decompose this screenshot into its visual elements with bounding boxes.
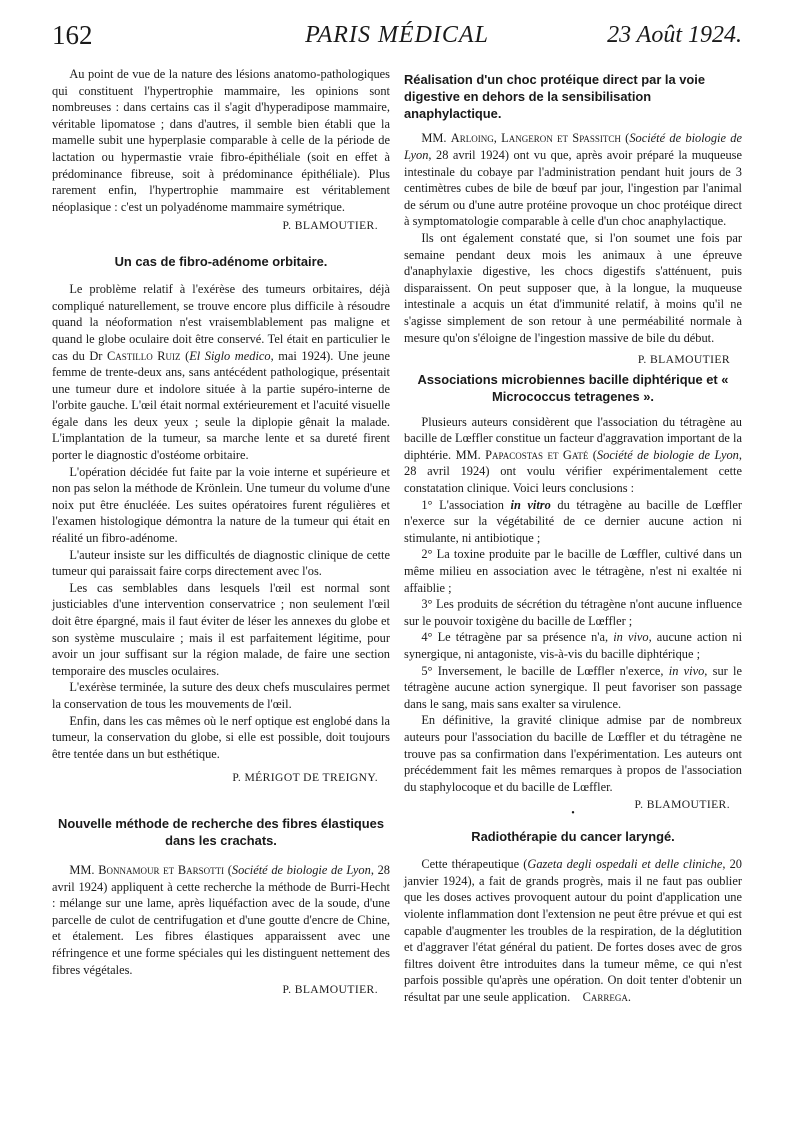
choc-proteique-paragraph-2: Ils ont également constaté que, si l'on soumet une fois par semaine pendant deux mois les animaux à une épreuve d'anaphylaxie digestive, les chocs digestifs s'atténuent, puis disparaissent. On peut supposer que, à la longue, la muqueuse intestinale a acquis un état d'immunité relatif, à moins qu'il ne s'agisse simplement de son retour à une perméabilité normale à mesure qu'on s'éloigne de l'ingestion massive de bile du début. (404, 230, 742, 345)
choc-proteique-paragraph-1: MM. Arloing, Langeron et Spassitch (Société de biologie de Lyon, 28 avril 1924) ont vu que, après avoir préparé la muqueuse intestinale du cobaye par l'administration pendant huit jours de 3 centimètres cubes de bile de bœuf par jour, l'ingestion par l'animal de sérum ou d'une autre protéine provoque un choc protéique direct à symptomatologie comparable à celle d'un choc anaphylactique. (404, 131, 742, 229)
signature-carrega: Carrega. (582, 989, 631, 1004)
article-title-radiotherapie: Radiothérapie du cancer laryngé. (471, 829, 675, 845)
bullet-mark: • (571, 808, 575, 820)
left-column (52, 66, 390, 998)
right-column (404, 66, 742, 1006)
hypertrophy-conclusion-paragraph: Au point de vue de la nature des lésions anatomo-pathologiques qui constituent l'hypertrophie mammaire, les opinions sont nombreuses : dans certains cas il s'agit d'hyperadipose mammaire, véritable lipomatose ; dans d'autres, il semble bien établi que la mamelle subit une hyperplasie comparable à celle de la période de lactation ou hypermastie vraie fibro-épithéliale (soit en effet à prédominance fibreuse, soit à prédominance épithéliale). Plus rarement enfin, l'hypertrophie mammaire est véritablement néoplasique : c'est un polyadénome mammaire symétrique. (52, 67, 390, 214)
conclusion-1: 1° L'association in vitro du tétragène au bacille de Lœffler n'exerce sur la végétabilité de ce dernier aucune action ni stimulante, ni antibiotique ; (404, 497, 743, 545)
journal-title: PARIS MÉDICAL (305, 22, 489, 48)
issue-date: 23 Août 1924. (607, 22, 742, 48)
associations-paragraph-1: Plusieurs auteurs considèrent que l'association du tétragène au bacille de Lœffler constitue un facteur d'aggravation important de la diphtérie. MM. Papacostas et Gaté (Société de biologie de Lyon, 28 avril 1924) ont voulu vérifier expérimentalement cette constatation clinique. Voici leurs conclusions : (404, 414, 742, 496)
signature-merigot: P. MÉRIGOT DE TREIGNY. (232, 771, 378, 785)
page-header (52, 18, 742, 58)
article-title-fibro-adenome: Un cas de fibro-adénome orbitaire. (114, 254, 328, 270)
fibro-adenome-paragraph-2: L'opération décidée fut faite par la voie interne et supérieure et non pas selon la méthode de Krönlein. Une tumeur du volume d'une noix put être énucléée. Les suites opératoires furent régulières et l'examen histologique démontra la nature de la tumeur qui était en réalité un fibro-adénome. (52, 464, 390, 546)
conclusion-4: 4° Le tétragène par sa présence n'a, in vivo, aucune action ni synergique, ni antagoniste, vis-à-vis du bacille diphtérique ; (404, 630, 743, 662)
conclusion-3: 3° Les produits de sécrétion du tétragène n'ont aucune influence sur le pouvoir toxigène du bacille de Lœffler ; (404, 597, 742, 628)
associations-paragraph-final: En définitive, la gravité clinique admise par de nombreux auteurs pour l'association du bacille de Lœffler et du tétragène ne trouve pas sa confirmation dans l'expérimentation. Les auteurs ont précédemment fait les mêmes remarques à propos de l'association du staphylocoque et du bacille de Lœffler. (404, 713, 742, 794)
fibro-adenome-paragraph-5: L'exérèse terminée, la suture des deux chefs musculaires permet la conservation de tous les mouvements de l'œil. (52, 680, 390, 711)
fibro-adenome-paragraph-4: Les cas semblables dans lesquels l'œil est normal sont justiciables d'une intervention conservatrice ; non seulement l'œil doit être épargné, mais il faut éviter de léser les annexes du globe et son système musculaire ; mais il est parfaitement légitime, pour avoir un jour suffisant sur la région malade, de faire une section temporaire des muscles oculaires. (52, 580, 390, 678)
article-title-choc-proteique: Réalisation d'un choc protéique direct par la voie digestive en dehors de la sensibilisation anaphylactique. (404, 72, 706, 121)
signature-blamoutier: P. BLAMOUTIER (637, 353, 730, 367)
conclusion-5: 5° Inversement, le bacille de Lœffler n'exerce, in vivo, sur le tétragène aucune action synergique. Il peut favoriser son passage dans le sang, mais sans exalter sa virulence. (404, 663, 742, 711)
signature-blamoutier: P. BLAMOUTIER. (634, 798, 730, 812)
fibro-adenome-paragraph-1: Le problème relatif à l'exérèse des tumeurs orbitaires, déjà compliqué naturellement, se trouve encore plus difficile à résoudre quand la néoformation n'est vraisemblablement pas maligne et quand le globe oculaire doit être conservé. Tel était en particulier le cas du Dr Castillo Ruiz (El Siglo medico, mai 1924). Une jeune femme de trente-deux ans, sans antécédent pathologique, présentait une tumeur dure et indolore située à la partie supéro-interne de l'orbite gauche. L'œil était normal extérieurement et l'acuité visuelle égale dans les deux yeux ; seule la diplopie gênait la malade. L'implantation de la tumeur, sa marche lente et sa dureté firent porter le diagnostic d'ostéome orbitaire. (52, 282, 390, 463)
page-number: 162 (52, 20, 93, 50)
fibro-adenome-paragraph-6: Enfin, dans les cas mêmes où le nerf optique est englobé dans la tumeur, la conservation du globe, si elle est possible, doit toujours être tentée dans un but esthétique. (52, 713, 390, 761)
radiotherapie-paragraph: Cette thérapeutique (Gazeta degli ospedali et delle cliniche, 20 janvier 1924), a fait de grands progrès, mais il ne faut pas oublier que les doses actives provoquent autour du point d'application une violente inflammation dont l'extension ne peut être prévue et qui est capable d'augmenter les troubles de la respiration, de la déglutition et d'aggraver l'état général du patient. De fortes doses avec de gros filtres doivent être introduites dans la tumeur même, ce qui n'est parfois possible qu'après une opération. On doit tenter d'obtenir un résultat par une seule application. Carrega. (404, 857, 742, 1004)
fibro-adenome-paragraph-3: L'auteur insiste sur les difficultés de diagnostic clinique de cette tumeur qui paraissait faire corps directement avec l'os. (52, 547, 390, 579)
article-title-associations-microbiennes: Associations microbiennes bacille diphtérique et « Micrococcus tetragenes ». (417, 372, 729, 404)
conclusion-2: 2° La toxine produite par le bacille de Lœffler, cultivé dans un même milieu en association avec le tétragène, n'est ni exaltée ni affaiblie ; (404, 547, 742, 595)
article-title-fibres-elastiques: Nouvelle méthode de recherche des fibres élastiques dans les crachats. (58, 816, 384, 849)
fibres-elastiques-paragraph: MM. Bonnamour et Barsotti (Société de biologie de Lyon, 28 avril 1924) appliquent à cette recherche la méthode de Burri-Hecht : mélange sur une lame, après liquéfaction avec de la soude, d'une parcelle de culot de centrifugation et d'une goutte d'encre de Chine, et étalement. Les fibres élastiques apparaissent avec une réfringence et une forme spéciales qui les distinguent nettement des fibres végétales. (52, 862, 390, 977)
signature-blamoutier: P. BLAMOUTIER. (282, 983, 378, 997)
signature-blamoutier: P. BLAMOUTIER. (282, 219, 378, 233)
